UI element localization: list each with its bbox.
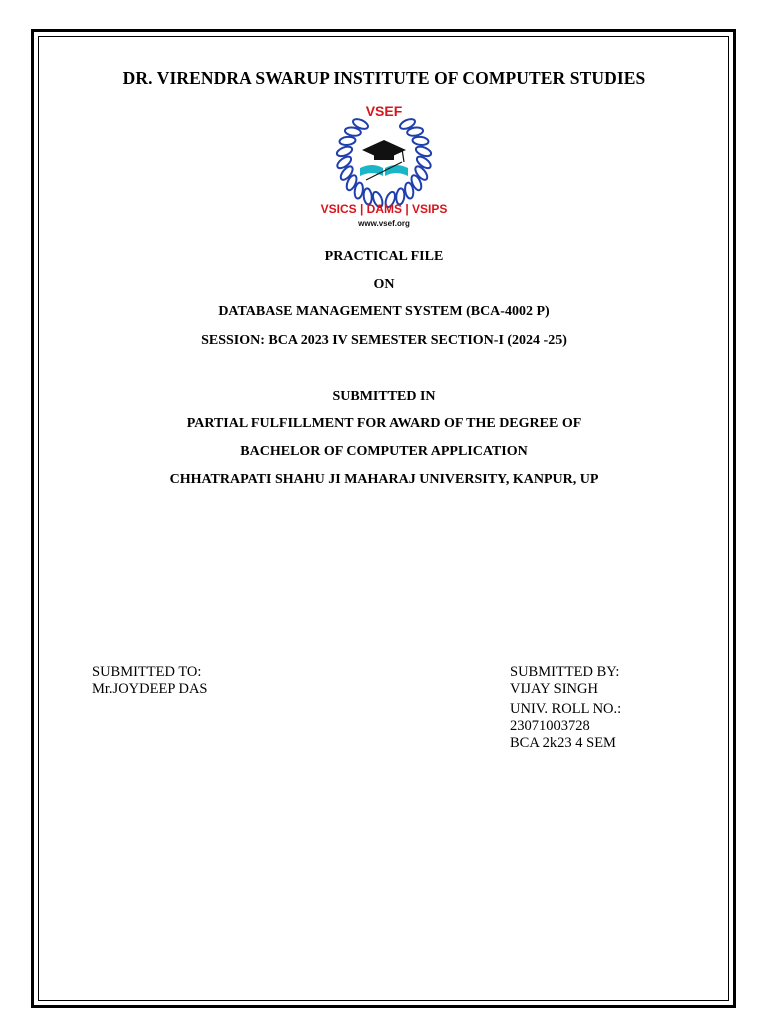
degree-heading: BACHELOR OF COMPUTER APPLICATION <box>240 444 528 459</box>
submitted-by-name: VIJAY SINGH <box>510 681 598 697</box>
graduation-cap-icon <box>362 140 406 162</box>
roll-number-label: UNIV. ROLL NO.: <box>510 701 622 717</box>
submitted-by-block <box>510 664 621 752</box>
vsef-logo <box>320 102 448 230</box>
laurel-leaf-icon <box>336 145 354 158</box>
logo-top-text: VSEF <box>365 103 403 119</box>
submitted-to-name: Mr.JOYDEEP DAS <box>92 681 208 697</box>
submitted-to-block <box>92 664 207 698</box>
laurel-leaf-icon <box>412 136 429 146</box>
partial-fulfillment-heading: PARTIAL FULFILLMENT FOR AWARD OF THE DEGREE OF <box>186 416 582 431</box>
laurel-leaf-icon <box>352 117 370 131</box>
institute-title: DR. VIRENDRA SWARUP INSTITUTE OF COMPUTER STUDIES <box>122 68 646 88</box>
class-info: BCA 2k23 4 SEM <box>510 735 616 751</box>
submitted-in-heading: SUBMITTED IN <box>332 389 436 404</box>
laurel-wreath-icon <box>335 117 432 208</box>
laurel-leaf-icon <box>339 136 356 146</box>
open-book-icon <box>360 162 408 180</box>
logo-bottom-text: VSICS | DAMS | VSIPS <box>320 202 448 216</box>
laurel-leaf-icon <box>335 154 353 170</box>
laurel-leaf-icon <box>399 117 417 131</box>
session-heading: SESSION: BCA 2023 IV SEMESTER SECTION-I (2024 -25) <box>201 333 567 348</box>
subject-heading: DATABASE MANAGEMENT SYSTEM (BCA-4002 P) <box>218 304 550 319</box>
roll-number-value: 23071003728 <box>510 718 590 734</box>
laurel-leaf-icon <box>409 174 423 192</box>
laurel-leaf-icon <box>339 164 355 181</box>
laurel-leaf-icon <box>415 145 433 158</box>
practical-file-heading: PRACTICAL FILE <box>324 249 444 264</box>
logo-url-text: www.vsef.org <box>358 219 410 228</box>
submitted-to-label: SUBMITTED TO: <box>92 664 202 680</box>
laurel-leaf-icon <box>413 164 429 181</box>
university-heading: CHHATRAPATI SHAHU JI MAHARAJ UNIVERSITY, KANPUR, UP <box>169 472 599 487</box>
submitted-by-label: SUBMITTED BY: <box>510 664 620 680</box>
laurel-leaf-icon <box>415 154 433 170</box>
laurel-leaf-icon <box>345 174 359 192</box>
on-heading: ON <box>373 277 395 292</box>
